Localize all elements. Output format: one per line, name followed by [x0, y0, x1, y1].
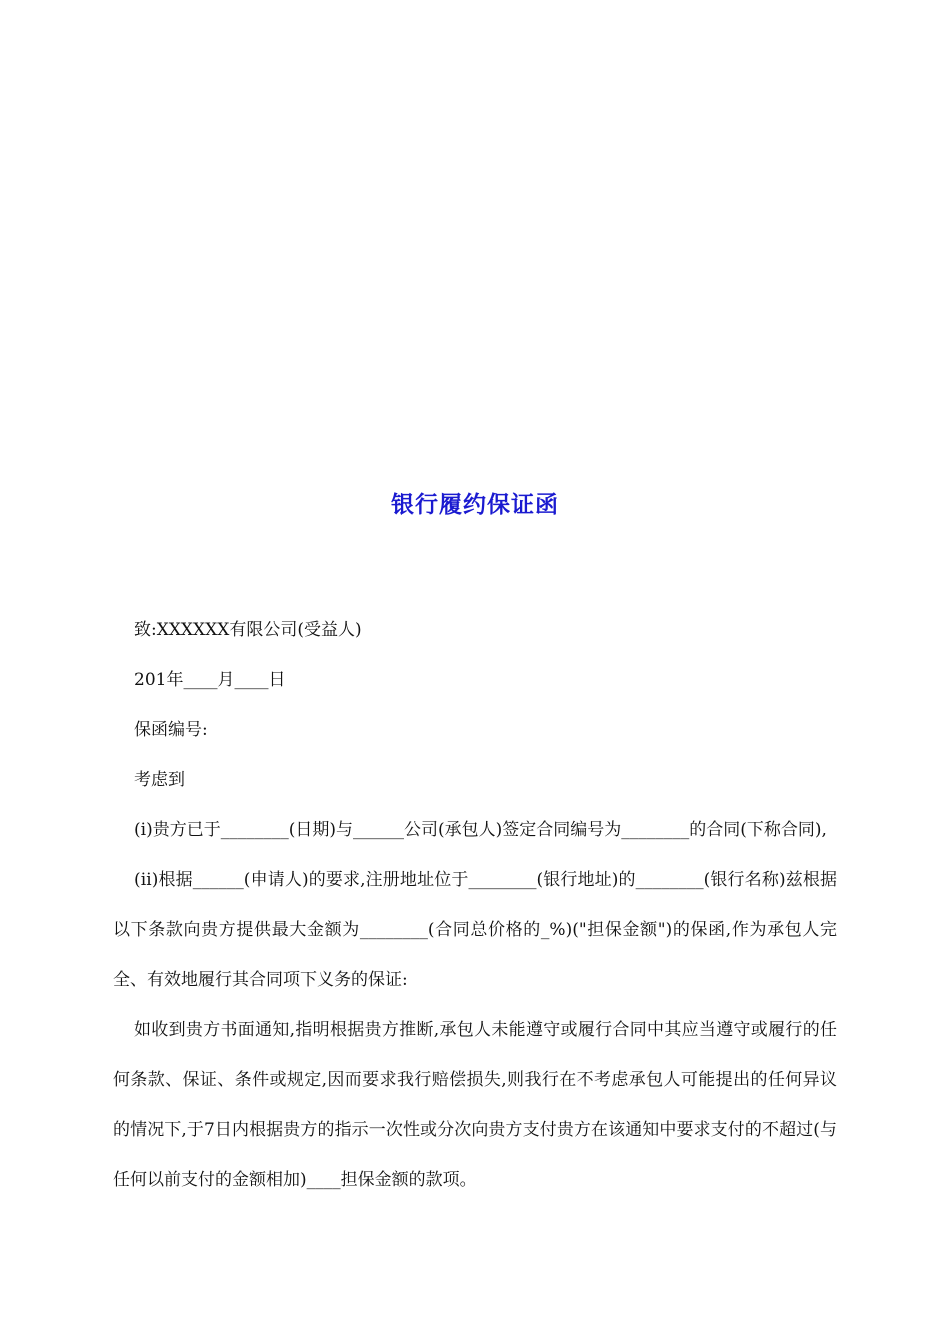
- payment-terms-paragraph: 如收到贵方书面通知,指明根据贵方推断,承包人未能遵守或履行合同中其应当遵守或履行的任何条款、保证、条件或规定,因而要求我行赔偿损失,则我行在不考虑承包人可能提出的任何异议的情况下,于7日内根据贵方的指示一次性或分次向贵方支付贵方在该通知中要求支付的不超过(与任何以前支付的金额相加)____担保金额的款项。: [113, 1020, 837, 1190]
- recipient-line: 致:XXXXXX有限公司(受益人): [134, 620, 362, 640]
- date-line: 201年____月____日: [134, 670, 286, 690]
- clause-ii-paragraph: (ⅱ)根据______(申请人)的要求,注册地址位于________(银行地址)的________(银行名称)兹根据以下条款向贵方提供最大金额为________(合同总价格的_%)("担保金额")的保函,作为承包人完全、有效地履行其合同项下义务的保证:: [113, 870, 837, 990]
- document-body: [113, 605, 837, 1205]
- clause-i-paragraph: (ⅰ)贵方已于________(日期)与______公司(承包人)签定合同编号为________的合同(下称合同),: [134, 820, 827, 840]
- guarantee-number-line: 保函编号:: [134, 720, 208, 740]
- document-title: 银行履约保证函: [391, 492, 559, 518]
- considering-line: 考虑到: [134, 770, 185, 790]
